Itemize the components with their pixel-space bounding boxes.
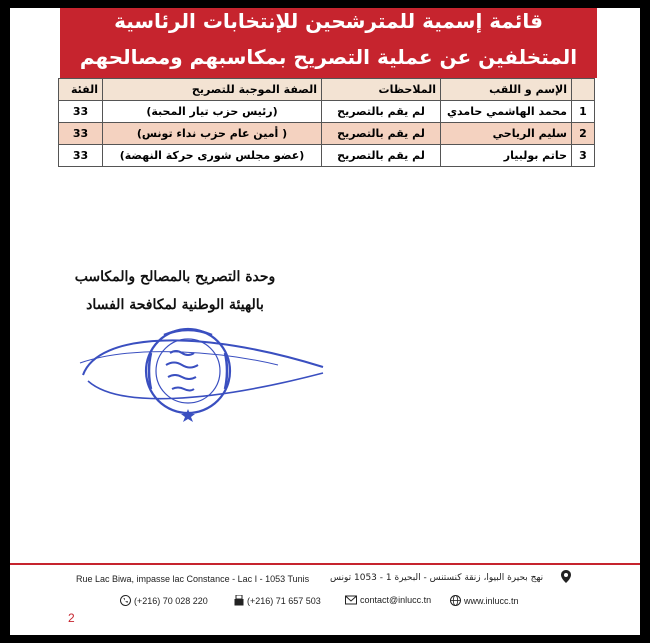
row-notes: لم يقم بالتصريح xyxy=(322,145,441,167)
signature-line-1: وحدة التصريح بالمصالح والمكاسب xyxy=(74,269,276,285)
address-arabic: نهج بحيرة البيوا، زنقة كنستنس - البحيرة 1 - 1053 تونس xyxy=(330,573,544,583)
page-number: 2 xyxy=(68,611,75,625)
row-name: سليم الرياحي xyxy=(441,123,572,145)
footer-divider xyxy=(10,563,640,565)
header-role: الصفة الموجبة للتصريح xyxy=(103,79,322,101)
candidates-table xyxy=(58,78,595,167)
table-header-row xyxy=(59,79,595,101)
row-category: 33 xyxy=(59,145,103,167)
signature-block xyxy=(70,263,280,319)
website-url[interactable]: www.inlucc.tn xyxy=(464,595,519,606)
fax-contact xyxy=(234,595,321,606)
row-name: محمد الهاشمي حامدي xyxy=(441,101,572,123)
title-line-1: قائمة إسمية للمترشحين للإنتخابات الرئاسية xyxy=(114,9,543,33)
fax-icon xyxy=(234,595,244,606)
title-line-2: المتخلفين عن عملية التصريح بمكاسبهم ومصالحهم xyxy=(79,45,578,69)
document-page xyxy=(10,8,640,635)
row-number: 1 xyxy=(572,101,595,123)
row-number: 3 xyxy=(572,145,595,167)
address-french: Rue Lac Biwa, impasse lac Constance - Lac I - 1053 Tunis xyxy=(76,574,310,584)
row-number: 2 xyxy=(572,123,595,145)
phone-contact xyxy=(120,595,208,606)
email-address[interactable]: contact@inlucc.tn xyxy=(360,595,432,605)
phone-number: (+216) 70 028 220 xyxy=(134,595,208,606)
row-name: حاتم بولبيار xyxy=(441,145,572,167)
row-role: (عضو مجلس شورى حركة النهضة) xyxy=(103,145,322,167)
row-notes: لم يقم بالتصريح xyxy=(322,101,441,123)
row-category: 33 xyxy=(59,123,103,145)
header-category: الفئة xyxy=(59,79,103,101)
row-notes: لم يقم بالتصريح xyxy=(322,123,441,145)
phone-icon xyxy=(120,595,131,606)
row-category: 33 xyxy=(59,101,103,123)
header-number xyxy=(572,79,595,101)
table-row xyxy=(59,101,595,123)
envelope-icon xyxy=(345,595,357,605)
table-row xyxy=(59,145,595,167)
location-pin-icon xyxy=(561,570,571,583)
globe-icon xyxy=(450,595,461,606)
header-name: الإسم و اللقب xyxy=(441,79,572,101)
website-contact[interactable] xyxy=(450,595,519,606)
signature-line-2: بالهيئة الوطنية لمكافحة الفساد xyxy=(86,297,264,313)
row-role: (رئيس حزب تيار المحبة) xyxy=(103,101,322,123)
header-notes: الملاحظات xyxy=(322,79,441,101)
row-role: ( أمين عام حزب نداء تونس) xyxy=(103,123,322,145)
email-contact[interactable] xyxy=(345,595,431,605)
title-banner xyxy=(60,8,597,78)
fax-number: (+216) 71 657 503 xyxy=(247,595,321,606)
table-row xyxy=(59,123,595,145)
official-stamp-icon xyxy=(78,323,328,423)
